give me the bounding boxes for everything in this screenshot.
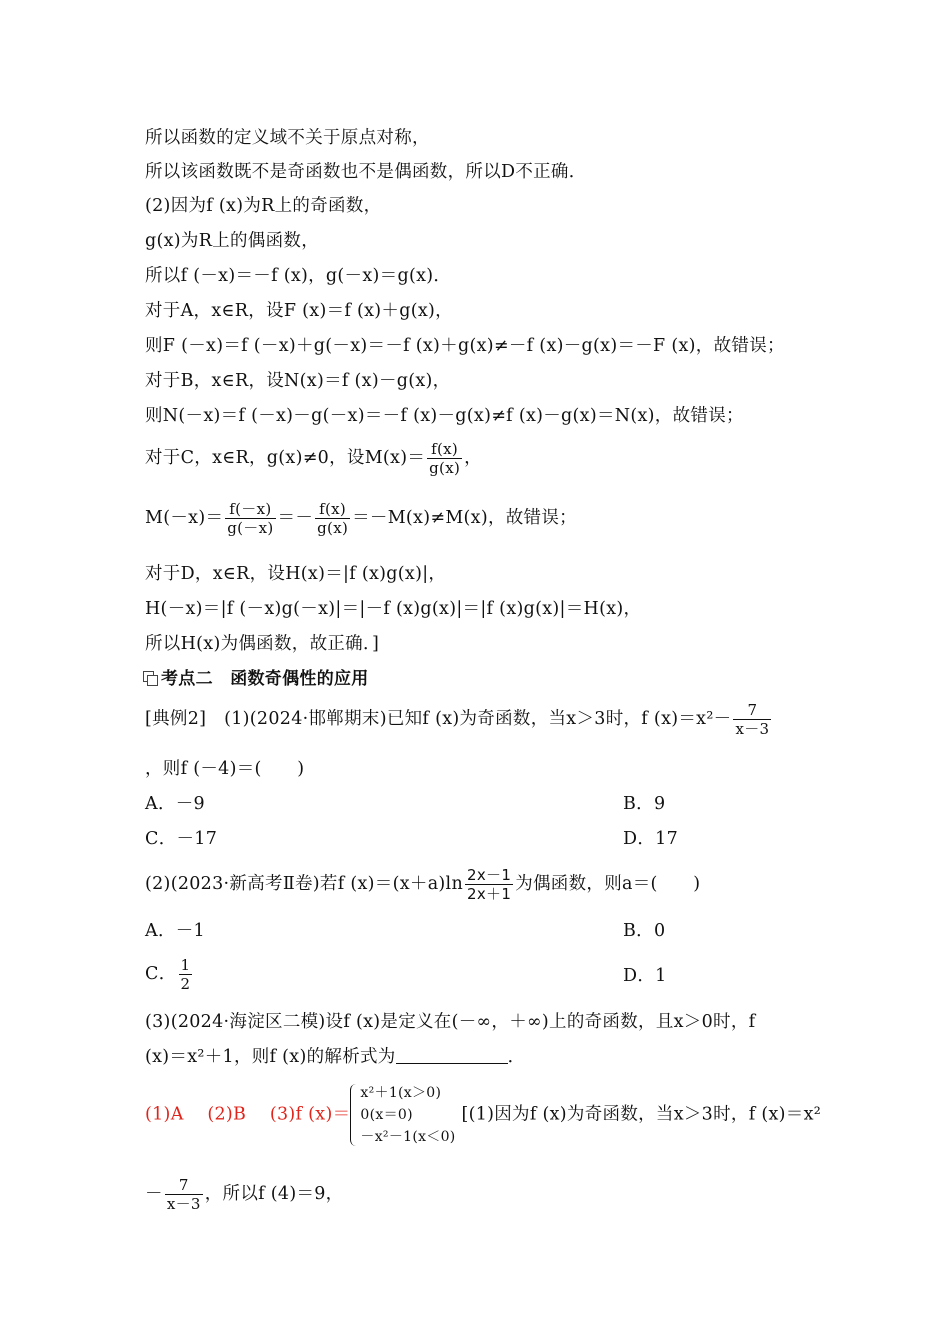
text-line: 则N(－x)＝f (－x)－g(－x)＝－f (x)－g(x)≠f (x)－g(x)＝N(x)，故错误； (145, 406, 744, 426)
text-line: ，则f (－4)＝( ) (145, 759, 305, 779)
text-line: 对于A，x∈R，设F (x)＝f (x)＋g(x)， (145, 301, 453, 321)
fraction (733, 701, 771, 738)
text-line: 则F (－x)＝f (－x)＋g(－x)＝－f (x)＋g(x)≠－f (x)－g(x)＝－F (x)，故错误； (145, 336, 785, 356)
text-span: (x)＝x²＋1，则f (x)的解析式为 (145, 1047, 396, 1067)
fraction-denominator: g(x) (429, 459, 461, 477)
text-line: g(x)为R上的偶函数， (145, 231, 320, 251)
answer-3: (3)f (x)＝ (269, 1104, 351, 1125)
text-line: 所以H(x)为偶函数，故正确．] (145, 634, 380, 654)
question-1 (145, 701, 810, 738)
fraction-numerator: f(－x) (225, 500, 275, 519)
section-icon (143, 671, 157, 685)
option-b: B．9 (623, 794, 666, 814)
option-c: C．－17 (145, 829, 218, 849)
option-b: B．0 (623, 921, 666, 941)
fraction (225, 500, 275, 537)
option-d: D．1 (623, 966, 667, 986)
fraction-numerator: 7 (165, 1176, 203, 1195)
fraction-numerator: f(x) (427, 440, 462, 459)
text-span: [典例2] (1)(2024·邯郸期末)已知f (x)为奇函数，当x＞3时，f (x)＝x²－ (145, 709, 732, 729)
fraction-denominator: g(－x) (227, 519, 274, 537)
section-title: 考点二 函数奇偶性的应用 (161, 669, 369, 689)
text-span: ． (507, 1047, 526, 1067)
options-row (145, 956, 810, 993)
text-span: ， (464, 448, 482, 468)
answer-line (145, 1082, 822, 1148)
fraction-numerator: f(x) (315, 500, 350, 519)
answer-1: (1)A (145, 1104, 184, 1125)
text-line (145, 1045, 810, 1069)
options-row (145, 792, 810, 816)
text-line: (3)(2024·海淀区二模)设f (x)是定义在(－∞，＋∞)上的奇函数，且x＞0时，f (145, 1012, 756, 1032)
text-line: H(－x)＝|f (－x)g(－x)|＝|－f (x)g(x)|＝|f (x)g(x)|＝H(x)， (145, 599, 642, 619)
text-line: 所以该函数既不是奇函数也不是偶函数，所以D不正确． (145, 162, 587, 182)
text-span: ＝－M(x)≠M(x)，故错误； (352, 508, 577, 528)
fraction (427, 440, 462, 477)
fraction (165, 1176, 203, 1213)
text-span: 为偶函数，则a＝( ) (515, 874, 701, 894)
fraction (179, 956, 193, 993)
options-row (145, 919, 810, 943)
fraction (465, 866, 513, 903)
fraction-denominator: x－3 (166, 1195, 201, 1213)
option-d: D．17 (623, 829, 678, 849)
text-span: － (145, 1184, 163, 1204)
text-line-fraction (145, 440, 810, 477)
case-row: －x²－1(x＜0) (360, 1129, 456, 1145)
text-span: [(1)因为f (x)为奇函数，当x＞3时，f (x)＝x² (461, 1104, 822, 1125)
case-row: 0(x＝0) (360, 1107, 413, 1123)
answer-2: (2)B (207, 1104, 247, 1125)
text-span: 对于C，x∈R，g(x)≠0，设M(x)＝ (145, 448, 426, 468)
option-a: A．－1 (145, 921, 205, 941)
section-heading (143, 667, 810, 691)
text-line: 对于B，x∈R，设N(x)＝f (x)－g(x)， (145, 371, 451, 391)
case-row: x²＋1(x＞0) (360, 1085, 442, 1101)
text-line: 对于D，x∈R，设H(x)＝|f (x)g(x)|， (145, 564, 447, 584)
answer-blank (396, 1047, 508, 1064)
piecewise-brace (350, 1082, 455, 1148)
fraction-numerator: 1 (180, 956, 191, 974)
text-span: ，所以f (4)＝9， (204, 1184, 344, 1204)
text-span: (2)(2023·新高考Ⅱ卷)若f (x)＝(x＋a)ln (145, 874, 464, 894)
fraction-denominator: 2x＋1 (467, 885, 512, 903)
text-span: M(－x)＝ (145, 508, 224, 528)
option-c (145, 956, 194, 993)
fraction-denominator: g(x) (317, 519, 349, 537)
text-line: 所以f (－x)＝－f (x)，g(－x)＝g(x)． (145, 266, 452, 286)
text-line: (2)因为f (x)为R上的奇函数， (145, 196, 382, 216)
text-line-fraction (145, 1176, 810, 1213)
option-a: A．－9 (145, 794, 205, 814)
fraction-numerator: 7 (733, 701, 771, 720)
fraction-numerator: 2x－1 (467, 866, 512, 884)
fraction-denominator: 2 (180, 975, 191, 993)
text-line: 所以函数的定义域不关于原点对称， (145, 128, 430, 148)
fraction (315, 500, 350, 537)
option-c-label: C． (145, 964, 177, 984)
question-2 (145, 866, 810, 903)
options-row (145, 827, 810, 851)
text-span: ＝－ (277, 508, 314, 528)
fraction-denominator: x－3 (735, 720, 770, 738)
text-line-fraction (145, 500, 810, 537)
